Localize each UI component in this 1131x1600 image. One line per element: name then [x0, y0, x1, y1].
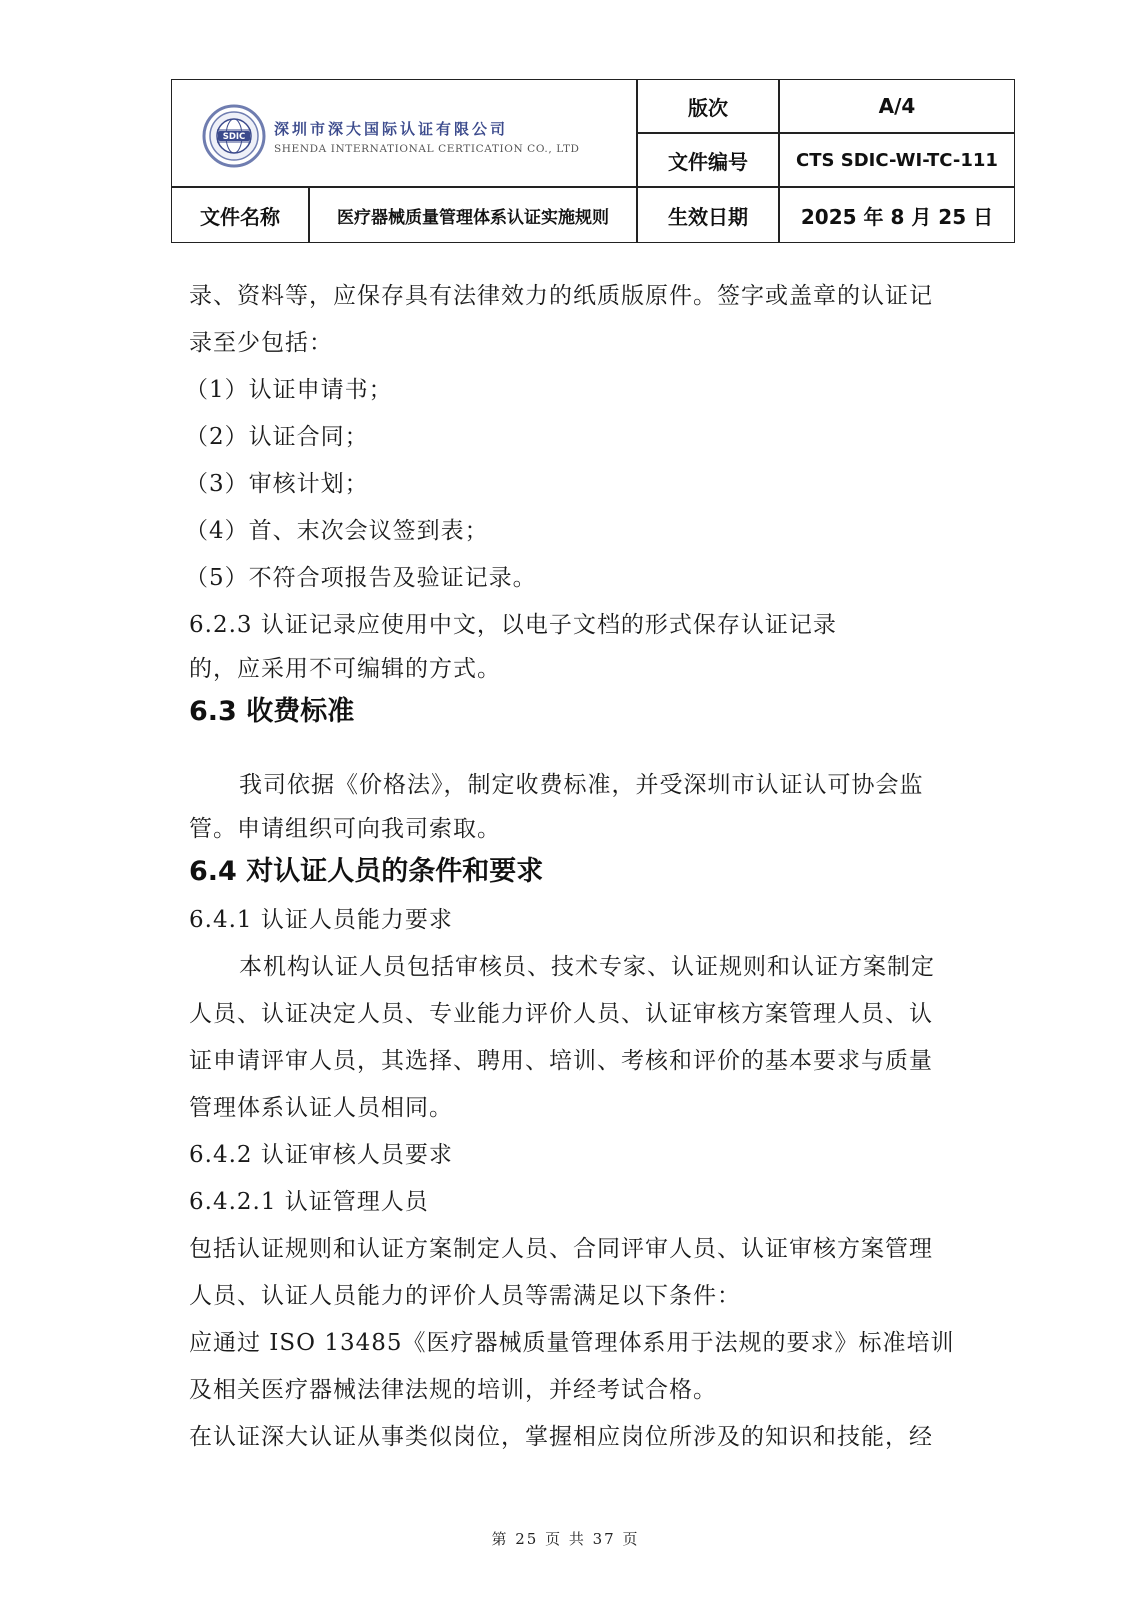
- paragraph-line: 管。申请组织可向我司索取。: [189, 816, 501, 842]
- paragraph-line: 的，应采用不可编辑的方式。: [189, 656, 501, 682]
- paragraph-line: 管理体系认证人员相同。: [189, 1095, 453, 1121]
- list-item: （3）审核计划；: [185, 471, 369, 497]
- paragraph-line: 应通过 ISO 13485《医疗器械质量管理体系用于法规的要求》标准培训: [189, 1330, 955, 1356]
- logo-text: SDIC: [222, 132, 246, 142]
- paragraph-line: 人员、认证人员能力的评价人员等需满足以下条件：: [189, 1283, 741, 1309]
- company-name-en: SHENDA INTERNATIONAL CERTICATION CO., LTD: [274, 142, 580, 155]
- paragraph-line: 录、资料等，应保存具有法律效力的纸质版原件。签字或盖章的认证记: [189, 283, 933, 309]
- subsection-heading: 6.4.1 认证人员能力要求: [189, 907, 453, 933]
- doc-name-label: 文件名称: [200, 204, 280, 229]
- effective-date-label: 生效日期: [668, 204, 748, 229]
- document-body: [185, 273, 1001, 1461]
- paragraph-line: 证申请评审人员，其选择、聘用、培训、考核和评价的基本要求与质量: [189, 1048, 933, 1074]
- paragraph-line: 包括认证规则和认证方案制定人员、合同评审人员、认证审核方案管理: [189, 1236, 933, 1262]
- page-number: 第 25 页 共 37 页: [491, 1530, 640, 1548]
- list-item: （2）认证合同；: [185, 424, 369, 450]
- section-heading-6-3: 6.3 收费标准: [189, 696, 355, 727]
- list-item: （5）不符合项报告及验证记录。: [185, 565, 537, 591]
- version-value: A/4: [878, 94, 916, 118]
- paragraph-line: 本机构认证人员包括审核员、技术专家、认证规则和认证方案制定: [239, 954, 935, 980]
- company-name-cn: 深圳市深大国际认证有限公司: [274, 119, 509, 138]
- company-seal-icon: [202, 104, 266, 168]
- company-logo-block: [202, 104, 580, 168]
- list-item: （1）认证申请书；: [185, 377, 393, 403]
- subsection-heading: 6.4.2.1 认证管理人员: [189, 1189, 429, 1215]
- doc-number-value: CTS SDIC-WI-TC-111: [796, 149, 998, 171]
- doc-number-label: 文件编号: [668, 149, 748, 174]
- paragraph-line: 6.2.3 认证记录应使用中文，以电子文档的形式保存认证记录: [189, 612, 837, 638]
- paragraph-line: 录至少包括：: [189, 330, 333, 356]
- paragraph-line: 我司依据《价格法》，制定收费标准，并受深圳市认证认可协会监: [239, 772, 924, 798]
- section-heading-6-4: 6.4 对认证人员的条件和要求: [189, 856, 544, 887]
- paragraph-line: 人员、认证决定人员、专业能力评价人员、认证审核方案管理人员、认: [189, 1001, 933, 1027]
- paragraph-line: 在认证深大认证从事类似岗位，掌握相应岗位所涉及的知识和技能，经: [189, 1424, 933, 1450]
- version-label: 版次: [688, 95, 728, 120]
- paragraph-line: 及相关医疗器械法律法规的培训，并经考试合格。: [189, 1377, 717, 1403]
- subsection-heading: 6.4.2 认证审核人员要求: [189, 1142, 453, 1168]
- doc-name-value: 医疗器械质量管理体系认证实施规则: [337, 207, 609, 228]
- list-item: （4）首、末次会议签到表；: [185, 518, 489, 544]
- effective-date-value: 2025 年 8 月 25 日: [800, 204, 994, 229]
- document-header-table: [171, 79, 1015, 243]
